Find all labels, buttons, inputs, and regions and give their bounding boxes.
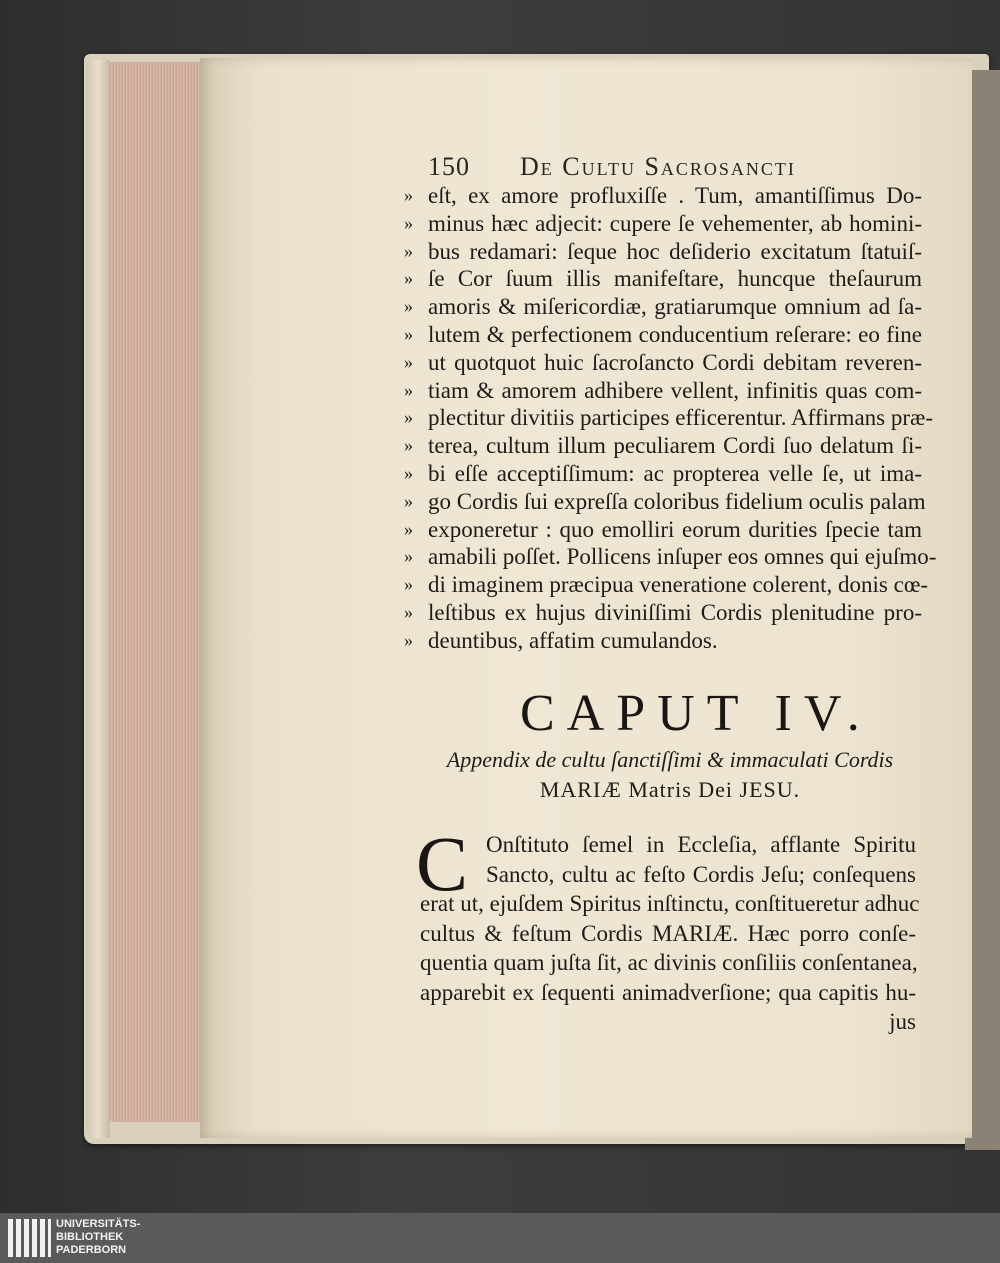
quote-mark: » xyxy=(404,574,413,595)
text-line xyxy=(404,349,924,377)
line-text: bi eſſe acceptiſſimum: ac propterea velle ſe, ut ima- xyxy=(428,460,922,486)
line-text: amabili poſſet. Pollicens inſuper eos omnes qui ejuſmo- xyxy=(428,544,937,570)
library-name-line-1: UNIVERSITÄTS- xyxy=(56,1218,141,1230)
quote-mark: » xyxy=(404,351,413,372)
line-text: leſtibus ex hujus diviniſſimi Cordis plenitudine pro- xyxy=(428,599,922,625)
paragraph-line: quentia quam juſta ſit, ac divinis conſiliis conſentanea, xyxy=(420,950,918,975)
chapter-paragraph xyxy=(416,820,920,1037)
subtitle-line-1: Appendix de cultu ſanctiſſimi & immaculati Cordis xyxy=(446,747,894,772)
text-line xyxy=(404,627,924,655)
footer-bar xyxy=(0,1213,1000,1263)
quote-mark: » xyxy=(404,629,413,650)
text-line xyxy=(404,265,924,293)
paragraph-line: erat ut, ejuſdem Spiritus inſtinctu, conſtitueretur adhuc xyxy=(420,891,920,916)
text-line xyxy=(404,377,924,405)
text-line xyxy=(404,516,924,544)
line-text: ſe Cor ſuum illis manifeſtare, huncque theſaurum xyxy=(428,266,922,292)
line-text: minus hæc adjecit: cupere ſe vehementer, ab homini- xyxy=(428,210,922,236)
text-line xyxy=(404,599,924,627)
text-line xyxy=(404,293,924,321)
text-line xyxy=(404,432,924,460)
quote-mark: » xyxy=(404,601,413,622)
library-name-line-2: BIBLIOTHEK xyxy=(56,1231,124,1243)
line-text: tiam & amorem adhibere vellent, infinitis quas com- xyxy=(428,377,922,403)
catchword: jus xyxy=(889,1009,916,1034)
line-text: eſt, ex amore profluxiſſe . Tum, amantiſſimus Do- xyxy=(428,183,922,208)
line-text: lutem & perfectionem conducentium reſerare: eo fine xyxy=(428,321,922,347)
body-text xyxy=(404,182,937,655)
line-text: deuntibus, affatim cumulandos. xyxy=(428,627,718,653)
chapter-title: CAPUT IV. xyxy=(520,685,872,742)
text-line xyxy=(404,488,924,516)
line-text: ut quotquot huic ſacroſancto Cordi debitam reveren- xyxy=(428,349,922,375)
text-line xyxy=(404,210,924,238)
page-header xyxy=(428,152,848,186)
library-name-line-3: PADERBORN xyxy=(56,1244,127,1256)
quote-mark: » xyxy=(404,518,413,539)
line-text: exponeretur : quo emolliri eorum durities ſpecie tam xyxy=(428,516,922,542)
quote-mark: » xyxy=(404,240,413,261)
text-line xyxy=(404,404,934,432)
quote-mark: » xyxy=(404,323,413,344)
line-text: plectitur divitiis participes efficerentur. Affirmans præ- xyxy=(428,405,934,431)
text-line xyxy=(404,321,924,349)
quote-mark: » xyxy=(404,462,413,483)
paragraph-line: Onſtituto ſemel in Eccleſia, afflante Spiritu xyxy=(486,832,916,857)
paragraph-line: apparebit ex ſequenti animadverſione; qua capitis hu- xyxy=(420,979,916,1005)
drop-cap: C xyxy=(416,820,469,907)
chapter-subtitle xyxy=(420,745,920,805)
line-text: terea, cultum illum peculiarem Cordi ſuo delatum ſi- xyxy=(428,433,922,459)
quote-mark: » xyxy=(404,296,413,317)
quote-mark: » xyxy=(404,490,413,511)
quote-mark: » xyxy=(404,546,413,567)
line-text: amoris & miſericordiæ, gratiarumque omnium ad ſa- xyxy=(428,294,922,320)
quote-mark: » xyxy=(404,379,413,400)
paragraph-line: Sancto, cultu ac feſto Cordis Jeſu; conſequens xyxy=(486,861,916,887)
quote-mark: » xyxy=(404,435,413,456)
text-line xyxy=(404,460,924,488)
quote-mark: » xyxy=(404,185,413,205)
subtitle-line-2: MARIÆ Matris Dei JESU. xyxy=(539,777,801,802)
text-line xyxy=(404,182,924,210)
line-text: di imaginem præcipua veneratione colerent, donis cœ- xyxy=(428,572,929,598)
text-line xyxy=(404,543,937,571)
page-number: 150 xyxy=(428,152,470,181)
quote-mark: » xyxy=(404,212,413,233)
running-title: De Cultu Sacrosancti xyxy=(520,152,796,181)
quote-mark: » xyxy=(404,407,413,428)
line-text: bus redamari: ſeque hoc deſiderio excitatum ſtatuiſ- xyxy=(428,238,922,264)
line-text: go Cordis ſui expreſſa coloribus fidelium oculis palam xyxy=(428,488,926,514)
library-logo-icon xyxy=(8,1219,52,1257)
text-line xyxy=(404,571,929,599)
text-line xyxy=(404,238,924,266)
spine-fold xyxy=(86,60,110,1138)
quote-mark: » xyxy=(404,268,413,289)
library-name xyxy=(56,1218,140,1257)
paragraph-line: cultus & feſtum Cordis MARIÆ. Hæc porro conſe- xyxy=(420,920,916,946)
